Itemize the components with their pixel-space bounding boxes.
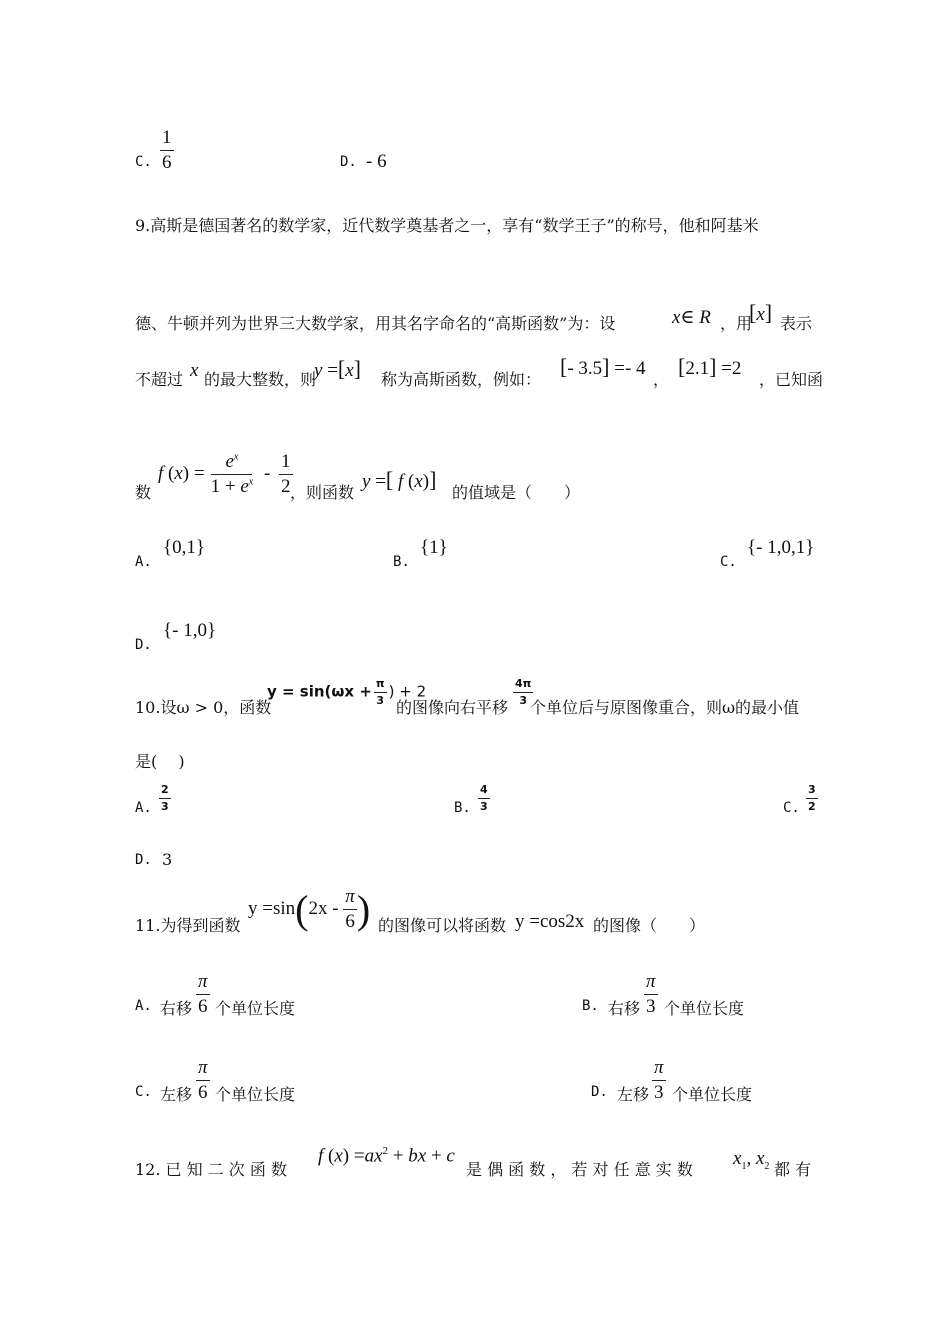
- q11-option-b-unit: 个单位长度: [664, 999, 745, 1018]
- q10-line-1b: 的图像向右平移: [396, 698, 509, 717]
- q9-option-d-value: {- 1,0}: [163, 620, 217, 641]
- q11-line-c: 的图像（ ）: [593, 916, 706, 935]
- q9-gauss-def: y =[x]: [314, 356, 361, 381]
- q9-line-4c: 的值域是（ ）: [452, 483, 581, 502]
- q9-option-a-label: A.: [135, 554, 152, 570]
- q11-option-a-fraction: $\frac{\pi}{6}$: [198, 971, 208, 1017]
- q11-option-a-label: A.: [135, 998, 152, 1014]
- q9-line-3e: ，已知函: [759, 370, 824, 389]
- q9-line-1: 9.高斯是德国著名的数学家，近代数学奠基者之一，享有“数学王子”的称号，他和阿基米: [135, 216, 759, 235]
- q12-line-c: 都 有: [774, 1160, 812, 1179]
- q10-option-a-value: $\frac{2}{3}$: [161, 783, 169, 813]
- q11-option-d-fraction: $\frac{\pi}{3}$: [654, 1057, 664, 1103]
- q9-option-b-value: {1}: [420, 537, 448, 558]
- option-d-label: D.: [340, 154, 357, 170]
- q10-option-d-value: 3: [162, 850, 173, 869]
- option-d-value: - 6: [366, 151, 387, 172]
- q9-function-f: f (x) = $\frac{e^x}{1 + e^x}$ - $\frac{1}{2}$: [158, 451, 291, 497]
- q10-option-c-value: $\frac{3}{2}$: [808, 783, 816, 813]
- q11-line-b: 的图像可以将函数: [378, 916, 507, 935]
- q11-option-b-label: B.: [582, 998, 599, 1014]
- q9-x-in-r: x∈ R: [672, 307, 711, 328]
- q9-function-y: y =[ f (x)]: [362, 467, 437, 492]
- q11-option-c-fraction: $\frac{\pi}{6}$: [198, 1057, 208, 1103]
- q11-option-c-unit: 个单位长度: [215, 1085, 296, 1104]
- q9-option-c-label: C.: [720, 554, 737, 570]
- q12-vars-x1-x2: $x_1$, $x_2$: [733, 1148, 770, 1172]
- q11-source-function: y =cos2x: [515, 911, 585, 932]
- q9-line-3b: 的最大整数，则: [204, 370, 317, 389]
- q9-option-a-value: {0,1}: [163, 537, 205, 558]
- q9-option-c-value: {- 1,0,1}: [747, 537, 815, 558]
- q11-option-d-label: D.: [591, 1084, 608, 1100]
- q11-option-b-fraction: $\frac{\pi}{3}$: [646, 971, 656, 1017]
- q10-shift-fraction: $\frac{4\pi}{3}$: [515, 677, 532, 707]
- q9-line-2a: 德、牛顿并列为世界三大数学家，用其名字命名的“高斯函数”为：设: [135, 314, 616, 333]
- option-c-label: C.: [135, 154, 152, 170]
- q10-option-c-label: C.: [783, 800, 800, 816]
- q9-option-b-label: B.: [393, 554, 410, 570]
- q9-option-d-label: D.: [135, 637, 152, 653]
- q10-option-b-value: $\frac{4}{3}$: [480, 783, 488, 813]
- q9-line-2c: 表示: [780, 314, 813, 333]
- option-c-fraction: $\frac{1}{6}$: [162, 127, 172, 173]
- q10-option-b-label: B.: [454, 800, 471, 816]
- q9-bracket-x: [x]: [749, 300, 773, 325]
- q11-line-a: 11.为得到函数: [135, 916, 241, 935]
- q11-option-d-unit: 个单位长度: [672, 1085, 753, 1104]
- q11-option-b-text: 右移: [608, 999, 641, 1018]
- q12-line-b: 是 偶 函 数 ， 若 对 任 意 实 数: [466, 1160, 693, 1179]
- q9-line-4a: 数: [135, 483, 152, 502]
- q11-option-a-text: 右移: [160, 999, 193, 1018]
- q11-target-function: y =sin(2x - $\frac{\pi}{6}$ ): [248, 886, 371, 932]
- q11-option-c-text: 左移: [160, 1085, 193, 1104]
- q9-line-3d: ，: [653, 370, 670, 389]
- q9-var-x: x: [190, 360, 199, 381]
- q10-option-a-label: A.: [135, 800, 152, 816]
- q9-line-4b: ，则函数: [290, 483, 355, 502]
- q10-option-d-label: D.: [135, 852, 152, 868]
- q12-quadratic-function: f $(x) =ax^2$ + bx + c: [318, 1145, 455, 1167]
- q10-line-2: 是( ): [135, 752, 185, 771]
- q9-line-3a: 不超过: [135, 370, 184, 389]
- q12-line-a: 12. 已 知 二 次 函 数: [135, 1160, 287, 1179]
- q9-line-3c: 称为高斯函数，例如：: [381, 370, 542, 389]
- q10-line-1a: 10.设ω > 0，函数: [135, 698, 272, 717]
- q11-option-d-text: 左移: [617, 1085, 650, 1104]
- q9-line-2b: ，用: [720, 314, 753, 333]
- q11-option-a-unit: 个单位长度: [215, 999, 296, 1018]
- q10-line-1c: 个单位后与原图像重合，则ω的最小值: [530, 698, 800, 717]
- q9-example-1: [- 3.5] =- 4: [560, 354, 646, 379]
- q10-function: y = sin(ωx + $\frac{\pi}{3}$ ) + 2: [267, 677, 427, 707]
- q11-option-c-label: C.: [135, 1084, 152, 1100]
- q9-example-2: [2.1] =2: [678, 354, 742, 379]
